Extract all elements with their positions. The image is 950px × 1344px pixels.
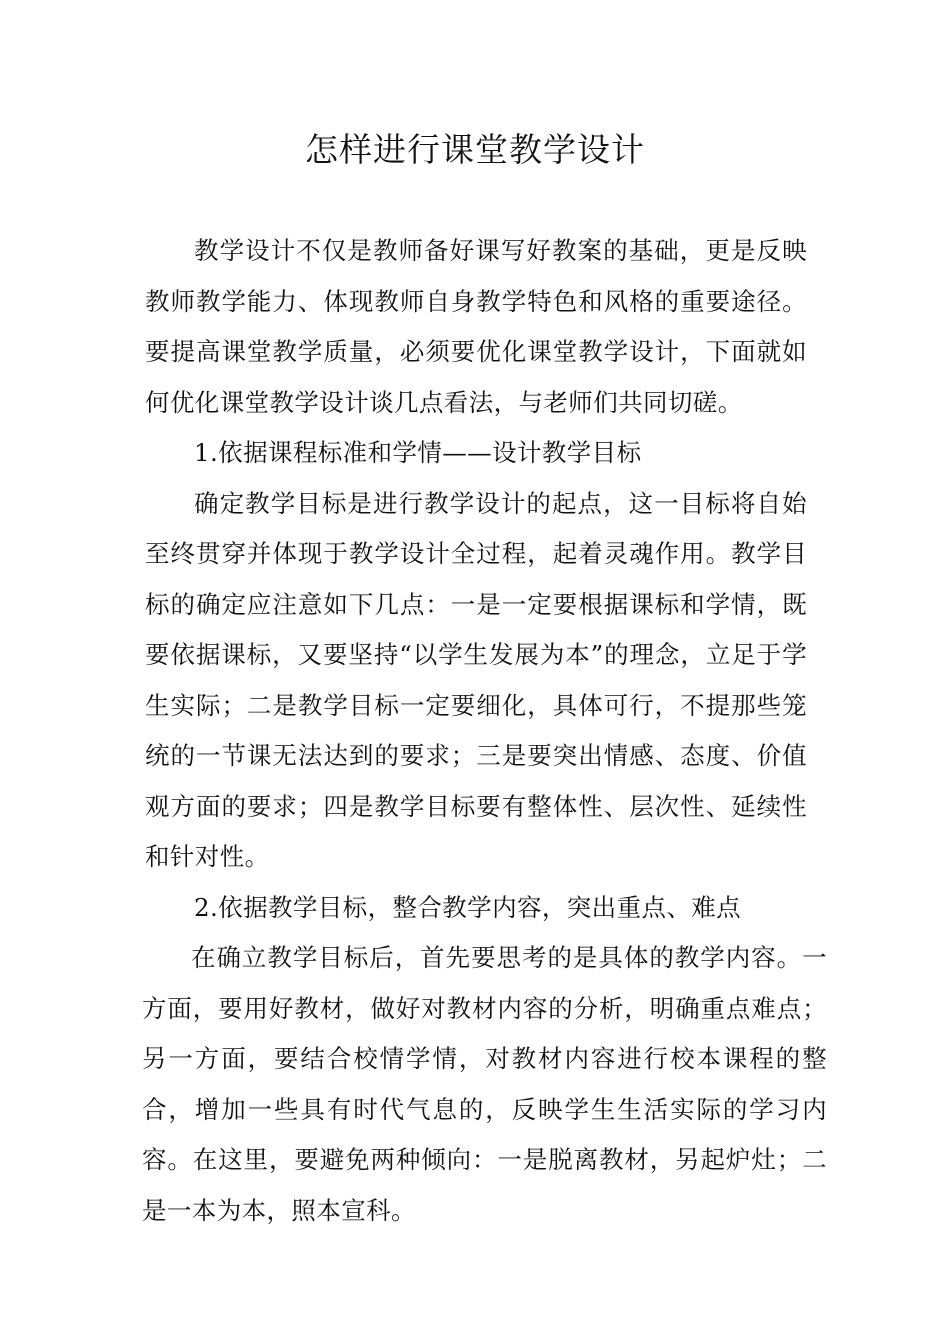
- section-heading-1: 1.依据课程标准和学情——设计教学目标: [194, 438, 642, 467]
- document-title: 怎样进行课堂教学设计: [305, 130, 645, 169]
- document-body: [142, 226, 827, 1236]
- section-heading-2: 2.依据教学目标，整合教学内容，突出重点、难点: [194, 892, 742, 922]
- section-1-paragraph: 确定教学目标是进行教学设计的起点，这一目标将自始至终贯穿并体现于教学设计全过程，起着灵魂作用。教学目标的确定应注意如下几点：一是一定要根据课标和学情，既要依据课标，又要坚持“以学生发展为本”的理念，立足于学生实际；二是教学目标一定要细化，具体可行，不提那些笼统的一节课无法达到的要求；三是要突出情感、态度、价值观方面的要求；四是教学目标要有整体性、层次性、延续性和针对性。: [145, 488, 807, 871]
- section-2-paragraph: 在确立教学目标后，首先要思考的是具体的教学内容。一方面，要用好教材，做好对教材内容的分析，明确重点难点；另一方面，要结合校情学情，对教材内容进行校本课程的整合，增加一些具有时代气息的，反映学生生活实际的学习内容。在这里，要避免两种倾向：一是脱离教材，另起炉灶；二是一本为本，照本宣科。: [142, 943, 827, 1225]
- intro-paragraph: 教学设计不仅是教师备好课写好教案的基础，更是反映教师教学能力、体现教师自身教学特色和风格的重要途径。要提高课堂教学质量，必须要优化课堂教学设计，下面就如何优化课堂教学设计谈几点看法，与老师们共同切磋。: [145, 236, 807, 417]
